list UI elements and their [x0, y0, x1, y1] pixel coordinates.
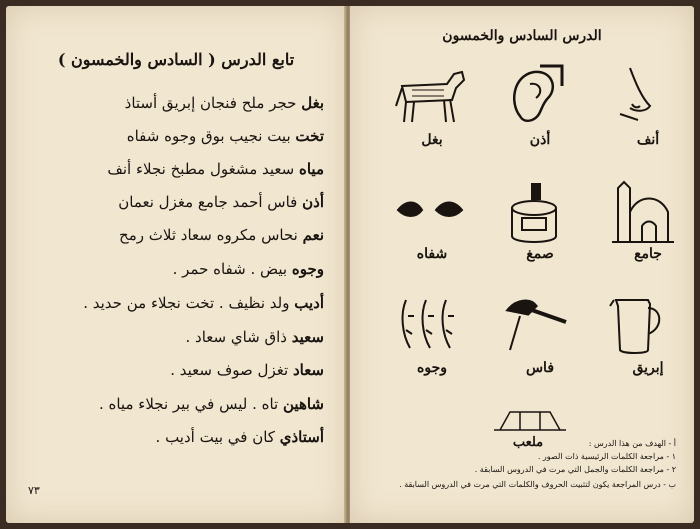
- note-line: أ - الهدف من هذا الدرس :: [588, 439, 676, 448]
- text-line: [24, 328, 324, 346]
- picture-caption: صمغ: [526, 246, 554, 262]
- jug-icon: [608, 294, 688, 364]
- playground-caption: ملعب: [512, 435, 544, 450]
- line-words: تاه . ليس في بير نجلاء مياه .: [98, 395, 279, 413]
- note-line: ب - درس المراجعة يكون لتثبيت الحروف والكلمات التي مرت في الدروس السابقة .: [399, 480, 676, 489]
- left-page: [6, 6, 346, 523]
- text-line: [24, 395, 324, 413]
- line-head-word: نعم: [302, 226, 324, 244]
- line-head-word: أديب: [294, 294, 324, 312]
- text-line: [24, 127, 324, 145]
- ear-icon: [500, 64, 580, 134]
- picture-caption: إبريق: [632, 360, 664, 376]
- faces-icon: [392, 294, 472, 364]
- note-line: ٢ - مراجعة الكلمات والجمل التي مرت في الدروس السابقة .: [474, 465, 676, 474]
- text-line: [24, 193, 324, 211]
- text-line: [24, 361, 324, 379]
- right-page: [350, 6, 694, 523]
- page-number: ٧٣: [28, 484, 40, 497]
- line-head-word: أذن: [302, 193, 324, 211]
- right-page-title: الدرس السادس والخمسون: [442, 28, 602, 44]
- picture-caption: أذن: [529, 132, 551, 148]
- line-head-word: تخت: [295, 127, 324, 145]
- text-line: [24, 160, 324, 178]
- line-words: تغزل صوف سعيد .: [170, 361, 289, 379]
- line-head-word: أستاذي: [279, 428, 324, 446]
- note-line: ١ - مراجعة الكلمات الرئيسية ذات الصور .: [537, 452, 676, 461]
- axe-icon: [500, 296, 580, 366]
- line-head-word: بغل: [301, 94, 324, 112]
- text-line: [24, 428, 324, 446]
- text-line: [24, 294, 324, 312]
- mosque-icon: [608, 178, 688, 248]
- tin-icon: [500, 178, 580, 248]
- line-head-word: سعيد: [291, 328, 324, 346]
- picture-caption: جامع: [634, 246, 662, 262]
- line-head-word: مياه: [299, 160, 324, 178]
- line-head-word: سعاد: [292, 361, 324, 379]
- line-words: نحاس مكروه سعاد ثلاث رمح: [119, 226, 298, 244]
- left-page-title: تابع الدرس ( السادس والخمسون ): [57, 50, 295, 69]
- line-words: سعيد مشغول مطبخ نجلاء أنف: [107, 160, 295, 178]
- nose-icon: [608, 64, 688, 134]
- picture-caption: بغل: [421, 132, 443, 148]
- playground-icon: [490, 404, 570, 434]
- line-words: ولد نظيف . تخت نجلاء من حديد .: [83, 294, 290, 312]
- text-line: [24, 226, 324, 244]
- line-words: بيض . شفاه حمر .: [172, 260, 288, 278]
- picture-caption: شفاه: [416, 246, 448, 262]
- picture-caption: وجوه: [417, 360, 447, 376]
- line-head-word: شاهين: [283, 395, 324, 413]
- line-head-word: وجوه: [291, 260, 324, 278]
- mule-icon: [392, 66, 472, 136]
- line-words: كان في بيت أديب .: [155, 428, 275, 446]
- picture-caption: أنف: [636, 132, 660, 148]
- line-words: بيت نجيب بوق وجوه شفاه: [126, 127, 291, 145]
- line-words: ذاق شاي سعاد .: [185, 328, 287, 346]
- picture-caption: فاس: [525, 360, 555, 376]
- text-line: [24, 260, 324, 278]
- line-words: حجر ملح فنجان إبريق أستاذ: [124, 94, 297, 112]
- line-words: فاس أحمد جامع مغزل نعمان: [118, 193, 298, 211]
- text-line: [24, 94, 324, 112]
